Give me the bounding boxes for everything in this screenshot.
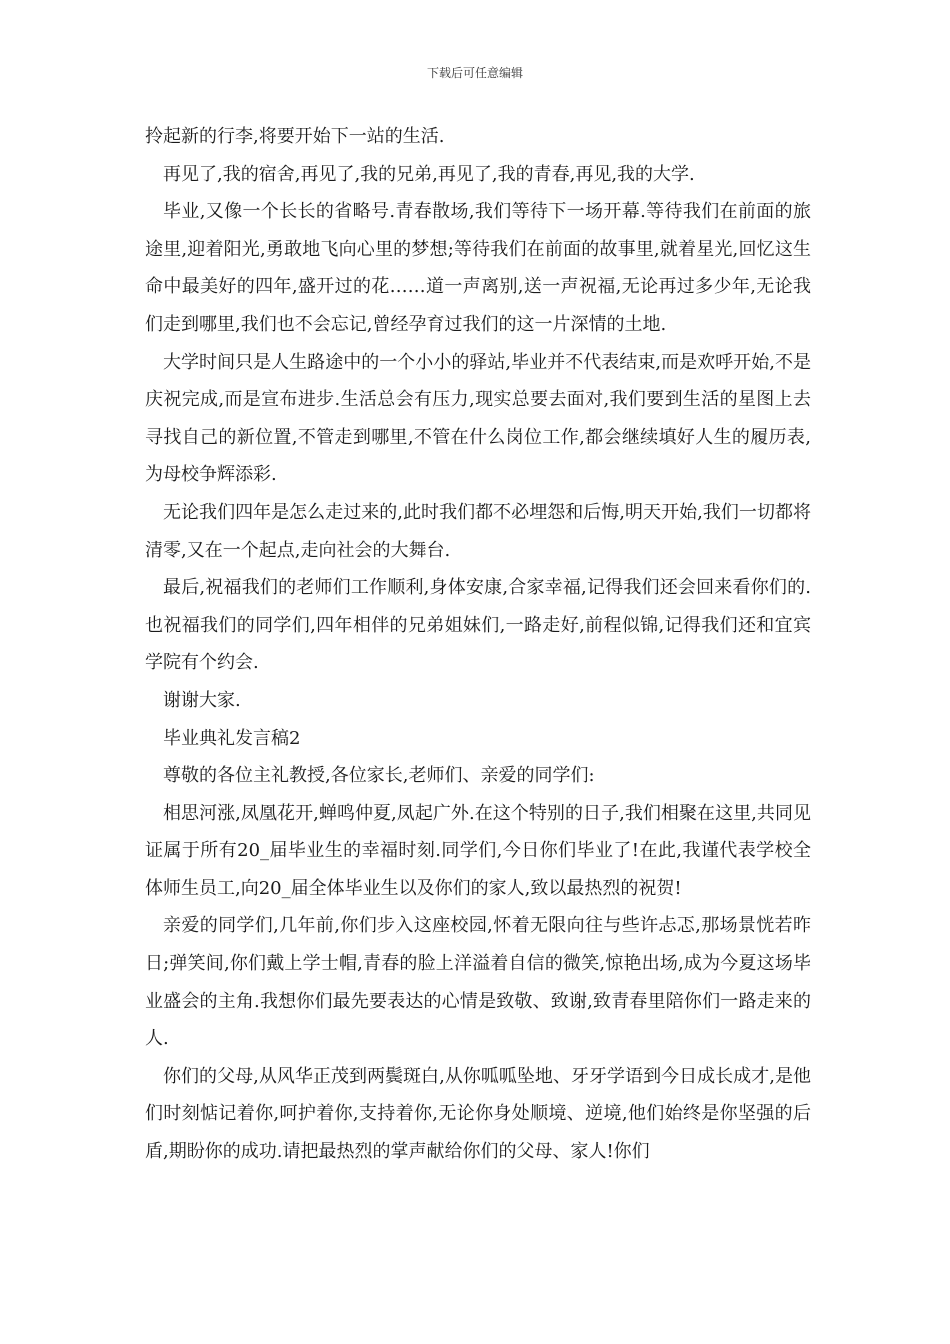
paragraph: 再见了,我的宿舍,再见了,我的兄弟,再见了,我的青春,再见,我的大学.: [163, 163, 695, 185]
paragraph: 亲爱的同学们,几年前,你们步入这座校园,怀着无限向往与些许忐忑,那场景恍若昨日;弹笑间,你们戴上学士帽,青春的脸上洋溢着自信的微笑,惊艳出场,成为今夏这场毕业盛会的主角.我想你们最先要表达的心情是致敬、致谢,致青春里陪你们一路走来的人.: [145, 915, 811, 1050]
paragraph: 谢谢大家.: [163, 689, 241, 711]
section-title: 毕业典礼发言稿2: [163, 727, 301, 749]
document-body: [145, 118, 811, 1171]
paragraph: 大学时间只是人生路途中的一个小小的驿站,毕业并不代表结束,而是欢呼开始,不是庆祝完成,而是宣布进步.生活总会有压力,现实总要去面对,我们要到生活的星图上去寻找自己的新位置,不管走到哪里,不管在什么岗位工作,都会继续填好人生的履历表,为母校争辉添彩.: [145, 351, 811, 486]
page-header: 下载后可任意编辑: [426, 66, 523, 80]
paragraph: 毕业,又像一个长长的省略号.青春散场,我们等待下一场开幕.等待我们在前面的旅途里,迎着阳光,勇敢地飞向心里的梦想;等待我们在前面的故事里,就着星光,回忆这生命中最美好的四年,盛开过的花……道一声离别,送一声祝福,无论再过多少年,无论我们走到哪里,我们也不会忘记,曾经孕育过我们的这一片深情的土地.: [145, 201, 811, 335]
paragraph: 拎起新的行李,将要开始下一站的生活.: [145, 126, 445, 147]
paragraph: 最后,祝福我们的老师们工作顺利,身体安康,合家幸福,记得我们还会回来看你们的.也祝福我们的同学们,四年相伴的兄弟姐妹们,一路走好,前程似锦,记得我们还和宜宾学院有个约会.: [145, 577, 811, 674]
paragraph: 相思河涨,凤凰花开,蝉鸣仲夏,凤起广外.在这个特别的日子,我们相聚在这里,共同见证属于所有20_届毕业生的幸福时刻.同学们,今日你们毕业了!在此,我谨代表学校全体师生员工,向20_届全体毕业生以及你们的家人,致以最热烈的祝贺!: [145, 802, 811, 899]
paragraph: 无论我们四年是怎么走过来的,此时我们都不必埋怨和后悔,明天开始,我们一切都将清零,又在一个起点,走向社会的大舞台.: [145, 501, 811, 561]
salutation: 尊敬的各位主礼教授,各位家长,老师们、亲爱的同学们:: [163, 765, 595, 787]
paragraph: 你们的父母,从风华正茂到两鬓斑白,从你呱呱坠地、牙牙学语到今日成长成才,是他们时刻惦记着你,呵护着你,支持着你,无论你身处顺境、逆境,他们始终是你坚强的后盾,期盼你的成功.请把最热烈的掌声献给你们的父母、家人!你们: [145, 1065, 811, 1163]
